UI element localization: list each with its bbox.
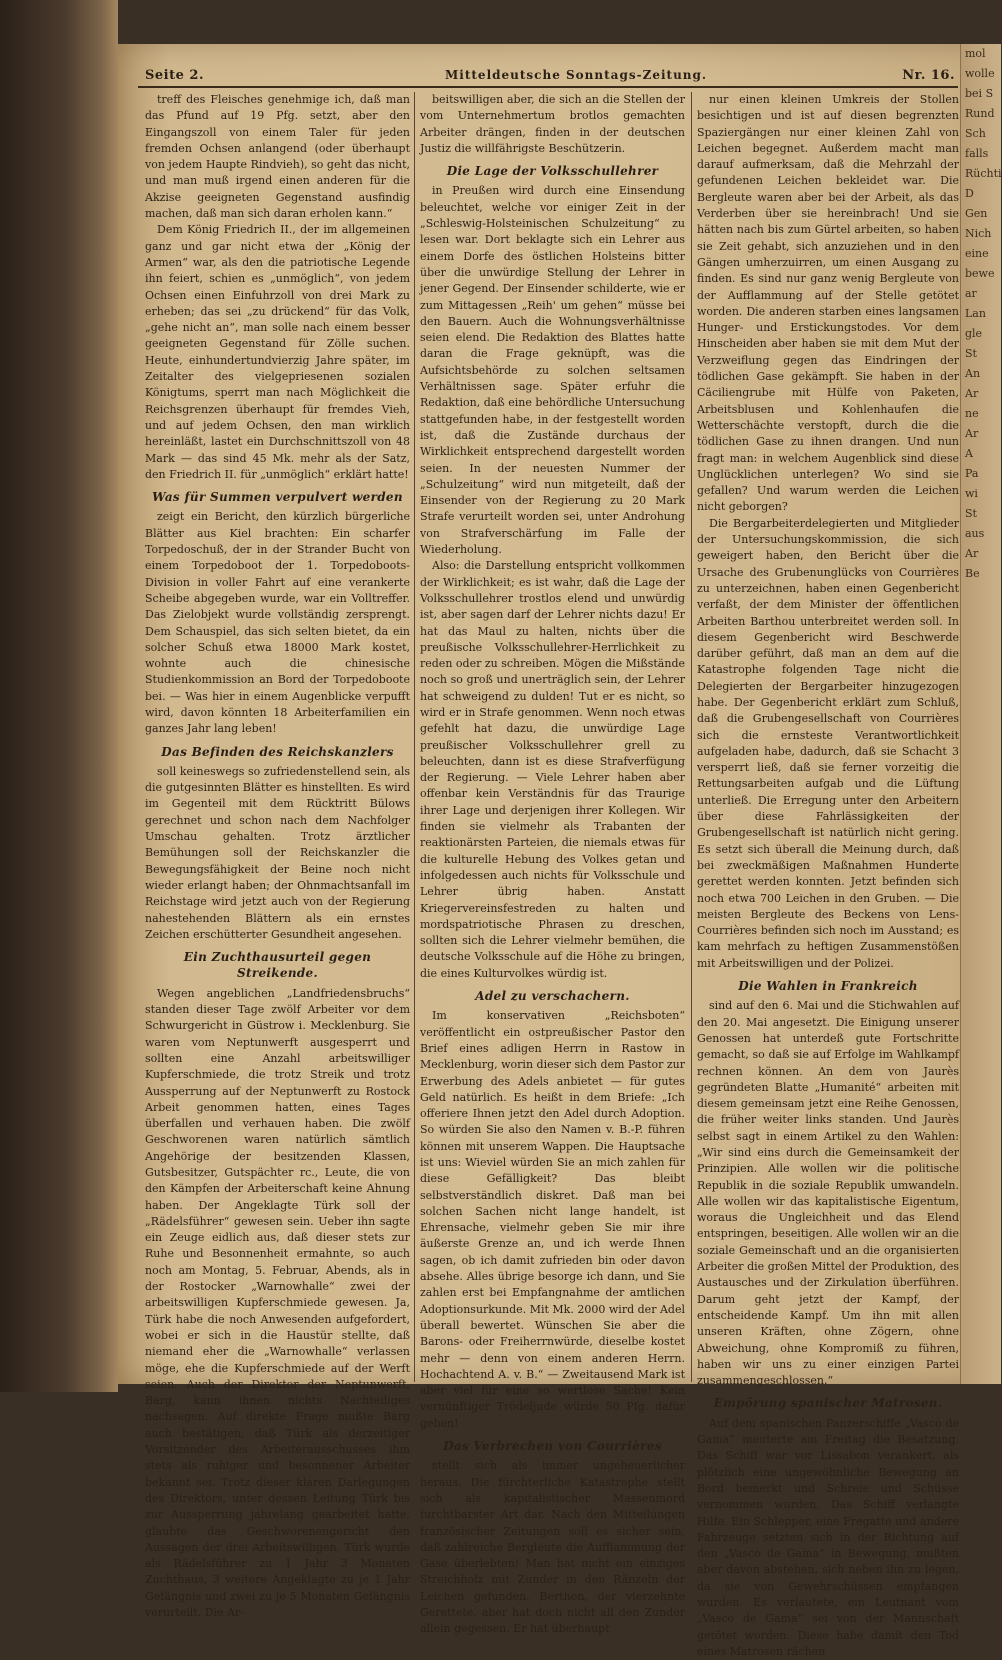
article-paragraph: beitswilligen aber, die sich an die Stellen der vom Unternehmertum brotlos gemachten Arbeiter drängen, finden in der deutschen Justiz die willfährigste Beschützerin. [420,93,685,155]
adjacent-page-fragment: eine [965,247,989,260]
issue-number: Nr. 16. [902,68,955,83]
adjacent-page-fragment: wolle [965,67,995,80]
article-headline: Ein Zuchthausurteil gegen Streikende. [183,950,372,981]
adjacent-page-edge [960,44,1001,1384]
article-paragraph: Im konservativen „Reichsboten“ veröffentlicht ein ostpreußischer Pastor den Brief eines adligen Herrn in Rastow in Mecklenburg, worin dieser sich dem Pastor zur Erwerbung des Adels anbietet — für gutes Geld natürlich. Es heißt in dem Briefe: „Ich offeriere Ihnen jetzt den Adel durch Adoption. So würden Sie also den Namen v. B.-P. führen können mit unserem Wappen. Die Hauptsache ist uns: Wieviel würden Sie an mich zahlen für diese Gefälligkeit? Das bleibt selbstverständlich diskret. Daß man bei solchen Sachen nicht lange handelt, ist Ehrensache, vielmehr geben Sie mir ihre äußerste Grenze an, und ich werde Ihnen sagen, ob ich damit zufrieden bin oder davon absehe. Alles übrige besorge ich dann, und Sie zahlen erst bei Empfangnahme der amtlichen Adoptionsurkunde. Mit Mk. 2000 wird der Adel überall bewertet. Wünschen Sie aber die Barons- oder Freiherrnwürde, dieselbe kostet mehr — denn von einem anderen Herrn. Hochachtend A. v. B.“ — Zweitausend Mark ist aber viel für eine so wertlose Sache! Kein vernünftiger Trödeljude würde 50 Pfg. dafür geben! [420,1009,685,1430]
article-headline: Was für Summen verpulvert werden [152,490,403,505]
adjacent-page-fragment: bewe [965,267,995,280]
article-paragraph: nur einen kleinen Umkreis der Stollen besichtigen und ist auf diesen begrenzten Spaziergängen nur einer kleinen Zahl von Leichen begegnet. Außerdem macht man darauf aufmerksam, daß die Mehrzahl der gefundenen Leichen bekleidet war. Die Bergleute waren aber bei der Arbeit, als das Verderben über sie hereinbrach! Und sie hätten nach bis zum Gürtel arbeiten, so haben sie Zeit gehabt, sich anzuziehen und in den Gängen umherzuirren, um einen Ausgang zu finden. Es sind nur ganz wenig Bergleute von der Aufflammung auf der Stelle getötet worden. Die anderen starben eines langsamen Hunger- und Erstickungstodes. Vor dem Hinscheiden aber haben sie mit dem Mut der Verzweiflung gegen das Eindringen der tödlichen Gase gekämpft. Sie haben in der Cäciliengrube mit Hülfe von Paketen, Arbeitsblusen und Kohlenhaufen die Wetterschächte verstopft, durch die die tödlichen Gase zu ihnen drangen. Und nun fragt man: in welchem Augenblick sind diese Unglücklichen unterlegen? Wo sind sie gefallen? Und warum werden die Leichen nicht geborgen? [697,93,959,514]
column-1 [145,92,410,1620]
adjacent-page-fragment: A [965,447,973,460]
adjacent-page-fragment: ar [965,287,977,300]
adjacent-page-fragment: Lan [965,307,986,320]
adjacent-page-fragment: D [965,187,974,200]
column-3 [697,92,959,1658]
article-paragraph: Die Bergarbeiterdelegierten und Mitglieder der Untersuchungskommission, die sich geweigert haben, den Bericht über die Ursache des Grubenunglücks von Courrières zu unterzeichnen, haben einen Gegenbericht verfaßt, der dem Minister der öffentlichen Arbeiten Barthou unterbreitet werden soll. In diesem Gegenbericht wird Beschwerde darüber geführt, daß man an dem auf die Katastrophe folgenden Tage nicht die Delegierten der Bergarbeiter hinzugezogen habe. Der Gegenbericht erklärt zum Schluß, daß die Grubengesellschaft von Courrières sich die ernsteste Verantwortlichkeit aufgeladen habe, dadurch, daß sie Schacht 3 versperrt ließ, daß sie ferner vorzeitig die Rettungsarbeiten aufgab und die Lüftung unterließ. Die Erregung unter den Arbeitern über diese Fahrlässigkeiten der Grubengesellschaft ist natürlich nicht gering. Es setzt sich überall die Meinung durch, daß bei zweckmäßigen Maßnahmen Hunderte gerettet werden konnten. Jetzt befinden sich noch etwa 700 Leichen in den Gruben. — Die meisten Bergleute des Beckens von Lens-Courrières befinden sich noch im Ausstand; es kam mehrfach zu heftigen Zusammenstößen mit Arbeitswilligen und der Polizei. [697,516,959,970]
adjacent-page-fragment: St [965,347,977,360]
page-header [145,64,955,86]
article-headline: Das Befinden des Reichskanzlers [161,744,394,759]
adjacent-page-fragment: Pa [965,467,979,480]
adjacent-page-fragment: mol [965,47,986,60]
article-headline: Empörung spanischer Matrosen. [713,1396,943,1411]
adjacent-page-fragment: falls [965,147,989,160]
adjacent-page-fragment: bei S [965,87,994,100]
adjacent-page-fragment: Sch [965,127,986,140]
article-paragraph: Wegen angeblichen „Landfriedensbruchs“ standen dieser Tage zwölf Arbeiter vor dem Schwurgericht in Güstrow i. Mecklenburg. Sie waren vom Neptunwerft ausgesperrt und sollten eine Anzahl arbeitswilliger Kupferschmiede, die trotz Streik und trotz Aussperrung auf der Neptunwerft zu Rostock Arbeit genommen hatten, eines Tages überfallen und verhauen haben. Die zwölf Geschworenen waren natürlich sämtlich Angehörige der besitzenden Klassen, Gutsbesitzer, Gutspächter rc., Leute, die von den Kämpfen der Arbeiterschaft keine Ahnung haben. Der Angeklagte Türk soll der „Rädelsführer“ gewesen sein. Ueber ihn sagte ein Zeuge eidlich aus, daß dieser stets zur Ruhe und Besonnenheit ermahnte, so auch noch am Montag, 5. Februar, Abends, als in der Rostocker „Warnowhalle“ zwei der arbeitswilligen Kupferschmiede gewesen. Ja, Türk habe die noch Anwesenden aufgefordert, wobei er sich in die Haustür stellte, daß niemand eher die „Warnowhalle“ verlassen möge, ehe die Kupferschmiede auf der Werft seien. Auch der Direktor der Neptunwerft, Barg, kann ihnen nichts Nachteiliges nachsagen. Auf direkte Frage mußte Barg auch bestätigen, daß Türk als derzeitiger Vorsitzender des Arbeiterausschusses ihm stets als ruhiger und besonnener Arbeiter bekannt sei. Trotz dieser klaren Darlegungen des Direktors, unter dessen Leitung Türk bis zur Aussperrung jahrelang gearbeitet hatte, glaubte das Geschworenengericht den Aussagen der drei Arbeitswilligen. Türk wurde als Rädelsführer zu 1 Jahr 3 Monaten Zuchthaus, 3 weitere Angeklagte zu je 1 Jahr Gefängnis und zwei zu je 5 Monaten Gefängnis verurteilt. Die Ar- [145,986,410,1620]
article-headline: Adel zu verschachern. [475,989,630,1004]
adjacent-page-fragment: Gen [965,207,988,220]
adjacent-page-fragment: wi [965,487,978,500]
adjacent-page-fragment: aus [965,527,985,540]
adjacent-page-fragment: St [965,507,977,520]
article-paragraph: Dem König Friedrich II., der im allgemeinen ganz und gar nicht etwa der „König der Armen“ war, als den die patriotische Legende ihn feiert, schien es „unmöglich“, von jedem Ochsen einen Einfuhrzoll von drei Mark zu erheben; das sei „zu drückend“ für das Volk, „gehe nicht an“, man solle nach einem besser geeigneten Gegenstand für Zölle suchen. Heute, einhundertundvierzig Jahre später, im Zeitalter des vielgepriesenen sozialen Königtums, sperrt man nach Möglichkeit die Reichsgrenzen überhaupt für fremdes Vieh, und auf jedem Ochsen, den man wirklich hereinläßt, lastet ein Durchschnittszoll von 48 Mark — das sind 45 Mk. mehr als der Satz, den Friedrich II. für „unmöglich“ erklärt hatte! [145,223,410,481]
article-paragraph: in Preußen wird durch eine Einsendung beleuchtet, welche vor einiger Zeit in der „Schleswig-Holsteinischen Schulzeitung“ zu lesen war. Dort beklagte sich ein Lehrer aus einem Dorfe des östlichen Holsteins bitter über die unwürdige Stellung der Lehrer in jener Gegend. Der Einsender schilderte, wie er zum Mittagessen „Reih' um gehen“ müsse bei den Bauern. Auch die Wohnungsverhältnisse seien elend. Die Redaktion des Blattes hatte daran die Frage geknüpft, was die Aufsichtsbehörde zu solchen seltsamen Verhältnissen sage. Später erfuhr die Redaktion, daß eine behördliche Untersuchung stattgefunden habe, in der festgestellt worden ist, daß die Zustände durchaus der Wirklichkeit entsprechend dargestellt worden seien. In der neuesten Nummer der „Schulzeitung“ wird nun mitgeteilt, daß der Einsender von der Regierung zu 20 Mark Strafe verurteilt worden sei, unter Androhung von Strafverschärfung im Falle der Wiederholung. [420,184,685,557]
article-headline: Die Lage der Volksschullehrer [446,164,659,179]
article-paragraph: soll keineswegs so zufriedenstellend sein, als die gutgesinnten Blätter es hinstellten. Es wird im Gegenteil mit dem Rücktritt Bülows gerechnet und schon nach dem Nachfolger Umschau gehalten. Trotz ärztlicher Bemühungen soll der Reichskanzler die Bewegungsfähigkeit der Beine noch nicht wieder erlangt haben; der Ohnmachtsanfall im Reichstage wird jetzt auch von der Regierung nahestehenden Blättern als ein ernstes Zeichen erschütterter Gesundheit angesehen. [145,764,410,941]
newspaper-title: Mitteldeutsche Sonntags-Zeitung. [445,68,708,82]
adjacent-page-fragment: Be [965,567,980,580]
adjacent-page-fragment: Ar [965,427,979,440]
adjacent-page-fragment: Rund [965,107,995,120]
article-paragraph: Auf dem spanischen Panzerschiffe „Vasco de Gama“ meuterte am Freitag die Besatzung. Das Schiff war vor Lissabon verankert, als plötzlich eine ungewöhnliche Bewegung an Bord bemerkt und Schreie und Schüsse vernommen wurden. Das Schiff verlangte Hilfe. Ein Schlepper, eine Fregatte und andere Fahrzeuge setzten sich in der Richtung auf den „Vasco de Gama“ in Bewegung, mußten aber davon abstehen, sich neben ihn zu legen, da sie von Gewehrschüssen empfangen wurden. Es verlautete, ein Leutnant vom „Vasco de Gama“ sei von der Mannschaft getötet worden. Diese habe damit den Tod eines Matrosen rächen [697,1416,959,1658]
page-number: Seite 2. [145,68,204,83]
column-2 [420,92,685,1636]
article-paragraph: treff des Fleisches genehmige ich, daß man das Pfund auf 19 Pfg. setzt, aber den Eingangszoll von einem Taler für jeden fremden Ochsen anlangend (oder überhaupt von jedem Haupte Rindvieh), so geht das nicht, und man muß irgend einen anderen für die Akzise geeigneten Gegenstand ausfindig machen, daß man sich daran erholen kann.“ [145,93,410,221]
adjacent-page-fragment: Rüchti [965,167,1002,180]
binding-gutter [0,0,118,1392]
article-headline: Die Wahlen in Frankreich [738,979,918,994]
adjacent-page-fragment: Ar [965,547,979,560]
article-paragraph: zeigt ein Bericht, den kürzlich bürgerliche Blätter aus Kiel brachten: Ein scharfer Torpedoschuß, der in der Strander Bucht von einem Torpedoboot der 1. Torpedoboots-Division in voller Fahrt auf eine verankerte Scheibe abgegeben wurde, war ein Volltreffer. Das Zielobjekt wurde vollständig zersprengt. Dem Schauspiel, das sich selten bietet, da ein solcher Schuß etwa 18000 Mark kostet, wohnte auch die chinesische Studienkommission an Bord der Torpedoboote bei. — Was hier in einem Augenblicke verpufft wird, davon könnten 18 Arbeiterfamilien ein ganzes Jahr lang leben! [145,510,410,736]
adjacent-page-fragment: Nich [965,227,992,240]
article-headline: Das Verbrechen von Courrières [443,1439,662,1454]
column-divider [691,92,692,1382]
article-paragraph: sind auf den 6. Mai und die Stichwahlen auf den 20. Mai angesetzt. Die Einigung unserer Genossen hat unterdeß gute Fortschritte gemacht, so daß sie auf Erfolge im Wahlkampf rechnen können. An dem von Jaurès gegründeten Blatte „Humanité“ arbeiten mit diesem gemeinsam jetzt eine Reihe Genossen, die früher weiter links standen. Und Jaurès selbst sagt in einem Artikel zu den Wahlen: „Wir sind eins durch die Gemeinsamkeit der Prinzipien. Alle wollen wir die politische Republik in die soziale Republik umwandeln. Alle wollen wir das kapitalistische Eigentum, woraus die Ungleichheit und das Elend entspringen, beseitigen. Alle wollen wir an die soziale Gemeinschaft und an die organisierten Arbeiter die großen Mittel der Produktion, des Austausches und der Zirkulation überführen. Darum geht jetzt der Kampf, der entscheidende Kampf. Um ihn mit allen unseren Kräften, ohne Zögern, ohne Abweichung, ohne Kompromiß zu führen, haben wir uns zu einer einzigen Partei zusammengeschlossen.“ [697,999,959,1388]
adjacent-page-fragment: ne [965,407,979,420]
article-paragraph: stellt sich als immer ungeheuerlicher heraus. Die fürchterliche Katastrophe stellt sich als kapitalistischer Massenmord furchtbarster Art dar. Nach den Mitteilungen französischer Zeitungen soll es sicher sein, daß zahlreiche Bergleute die Aufflammung der Gase überlebten! Man hat nicht ein einziges Streichholz mit Zunder in den Ränzeln der Leichen gefunden. Berthon, der vierzehnte Gerettete, aber hat doch nicht all den Zunder allein gegessen. Er hat überhaupt [420,1459,685,1636]
article-paragraph: Also: die Darstellung entspricht vollkommen der Wirklichkeit; es ist wahr, daß die Lage der Volksschullehrer trostlos elend und unwürdig ist, aber sagen darf der Lehrer nichts dazu! Er hat das Maul zu halten, nichts über die preußische Volksschullehrer-Herrlichkeit zu reden oder zu schreiben. Mögen die Mißstände noch so groß und unerträglich sein, der Lehrer hat schweigend zu dulden! Tut er es nicht, so wird er in Strafe genommen. Wenn noch etwas gefehlt hat dazu, die unwürdige Lage preußischer Volksschullehrer grell zu beleuchten, dann ist es diese Strafverfügung der Regierung. — Viele Lehrer haben aber offenbar kein Verständnis für das Traurige ihrer Lage und derjenigen ihrer Kollegen. Wir finden sie vielmehr als Trabanten der reaktionärsten Parteien, die niemals etwas für die kulturelle Hebung des Volkes getan und infolgedessen auch nichts für Volksschule und Lehrer übrig haben. Anstatt Kriegervereinsfestreden zu halten und mordspatriotische Phrasen zu dreschen, sollten sich die Lehrer vielmehr bemühen, die deutsche Volksschule auf die Höhe zu bringen, die eines Kulturvolkes würdig ist. [420,559,685,980]
adjacent-page-fragment: An [965,367,981,380]
header-rule [138,86,958,88]
column-divider [414,92,415,1382]
adjacent-page-fragment: gle [965,327,983,340]
adjacent-page-fragment: Ar [965,387,979,400]
